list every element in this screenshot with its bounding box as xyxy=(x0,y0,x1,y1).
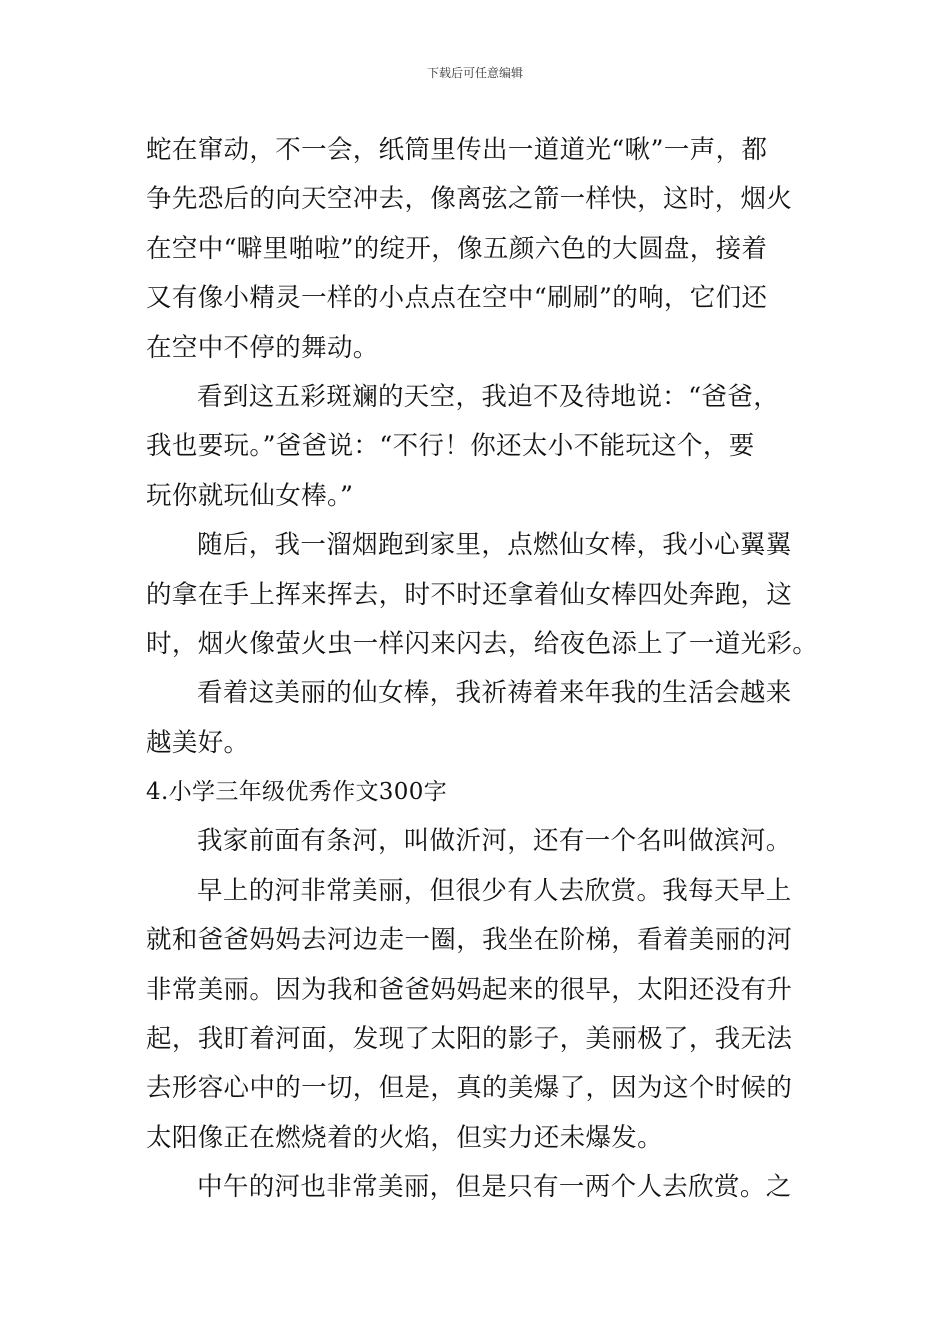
text-line: 起，我盯着河面，发现了太阳的影子，美丽极了，我无法 xyxy=(146,1024,793,1055)
text-line: 我家前面有条河，叫做沂河，还有一个名叫做滨河。 xyxy=(197,826,792,857)
text-line: 随后，我一溜烟跑到家里，点燃仙女棒，我小心翼翼 xyxy=(197,530,792,561)
text-line: 早上的河非常美丽，但很少有人去欣赏。我每天早上 xyxy=(197,875,792,906)
text-line: 非常美丽。因为我和爸爸妈妈起来的很早，太阳还没有升 xyxy=(146,974,793,1005)
text-line: 越美好。 xyxy=(146,727,250,758)
text-line: 我也要玩。”爸爸说：“不行！你还太小不能玩这个，要 xyxy=(146,431,755,462)
text-line: 蛇在窜动，不一会，纸筒里传出一道道光“啾”一声，都 xyxy=(146,135,768,165)
text-line: 看着这美丽的仙女棒，我祈祷着来年我的生活会越来 xyxy=(197,678,792,709)
text-line: 在空中“噼里啪啦”的绽开，像五颜六色的大圆盘，接着 xyxy=(146,233,768,264)
text-line: 去形容心中的一切，但是，真的美爆了，因为这个时候的 xyxy=(146,1073,793,1104)
text-line: 的拿在手上挥来挥去，时不时还拿着仙女棒四处奔跑，这 xyxy=(146,579,793,610)
text-line: 时，烟火像萤火虫一样闪来闪去，给夜色添上了一道光彩。 xyxy=(146,628,819,659)
document-body xyxy=(146,126,819,1213)
text-line: 在空中不停的舞动。 xyxy=(146,332,379,363)
text-line: 看到这五彩斑斓的天空，我迫不及待地说：“爸爸， xyxy=(197,381,780,412)
page-header: 下载后可任意编辑 xyxy=(426,66,523,80)
text-line: 玩你就玩仙女棒。” xyxy=(146,480,354,511)
text-line: 中午的河也非常美丽，但是只有一两个人去欣赏。之 xyxy=(197,1172,792,1203)
text-line: 太阳像正在燃烧着的火焰，但实力还未爆发。 xyxy=(146,1122,664,1153)
section-heading: 4.小学三年级优秀作文300字 xyxy=(146,779,448,806)
text-line: 就和爸爸妈妈去河边走一圈，我坐在阶梯，看着美丽的河 xyxy=(146,925,793,956)
text-line: 争先恐后的向天空冲去，像离弦之箭一样快，这时，烟火 xyxy=(146,184,793,215)
text-line: 又有像小精灵一样的小点点在空中“刷刷”的响，它们还 xyxy=(146,283,768,314)
